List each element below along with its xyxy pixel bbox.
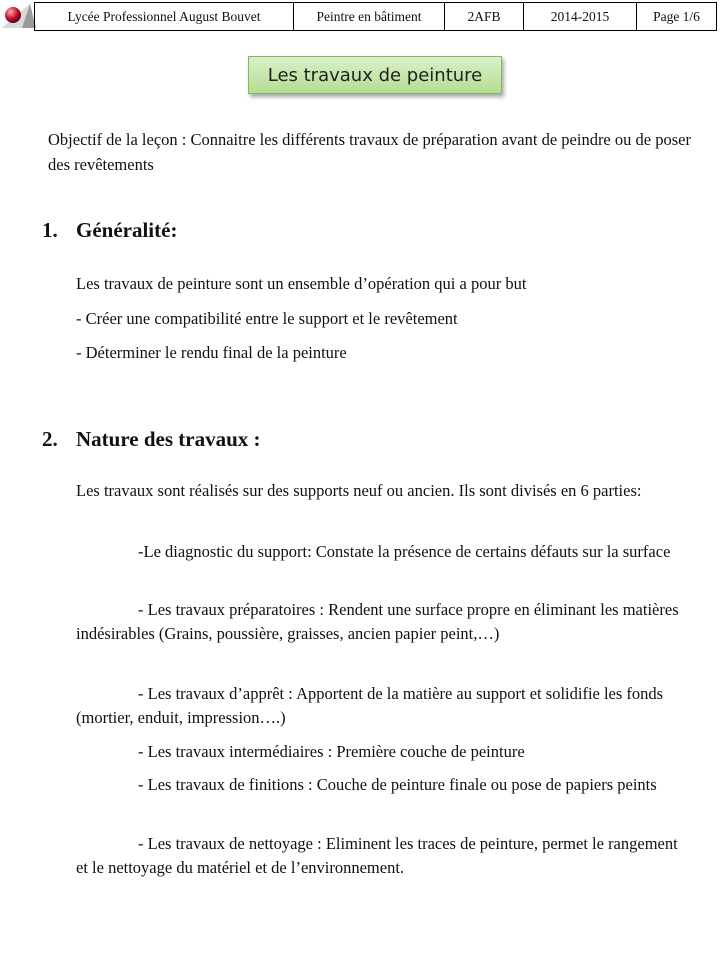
document-header-table (34, 2, 717, 31)
section-2-item: - Les travaux préparatoires : Rendent une surface propre en éliminant les matières indésirables (Grains, poussière, graisses, ancien papier peint,…) (76, 600, 679, 643)
section-1-number: 1. (42, 218, 58, 242)
section-2-item: - Les travaux d’apprêt : Apportent de la matière au support et solidifie les fonds (mortier, enduit, impression….) (76, 684, 664, 727)
header-year: 2014-2015 (524, 3, 637, 30)
section-2-heading (42, 427, 261, 452)
section-2-item: - Les travaux intermédiaires : Première couche de peinture (138, 742, 525, 761)
lesson-title: Les travaux de peinture (248, 56, 502, 94)
section-1-point: - Créer une compatibilité entre le support et le revêtement (76, 309, 458, 328)
header-school: Lycée Professionnel August Bouvet (35, 3, 294, 30)
section-2-title: Nature des travaux : (76, 427, 261, 451)
header-class: 2AFB (445, 3, 524, 30)
section-2-item: - Les travaux de nettoyage : Eliminent les traces de peinture, permet le rangement et le nettoyage du matériel et de l’environnement. (76, 834, 678, 877)
section-2-item: - Les travaux de finitions : Couche de peinture finale ou pose de papiers peints (138, 775, 657, 794)
section-2-item: -Le diagnostic du support: Constate la présence de certains défauts sur la surface (138, 542, 671, 561)
header-trade: Peintre en bâtiment (294, 3, 445, 30)
header-page: Page 1/6 (653, 8, 700, 24)
section-1-point: - Déterminer le rendu final de la peinture (76, 343, 347, 362)
section-1-heading (42, 218, 177, 243)
lesson-objective: Objectif de la leçon : Connaitre les différents travaux de préparation avant de peindre ou de poser des revêtements (48, 130, 691, 174)
section-2-intro: Les travaux sont réalisés sur des supports neuf ou ancien. Ils sont divisés en 6 parties: (76, 481, 642, 500)
section-1-title: Généralité: (76, 218, 178, 242)
section-2-number: 2. (42, 427, 58, 451)
section-1-intro: Les travaux de peinture sont un ensemble d’opération qui a pour but (76, 274, 527, 293)
